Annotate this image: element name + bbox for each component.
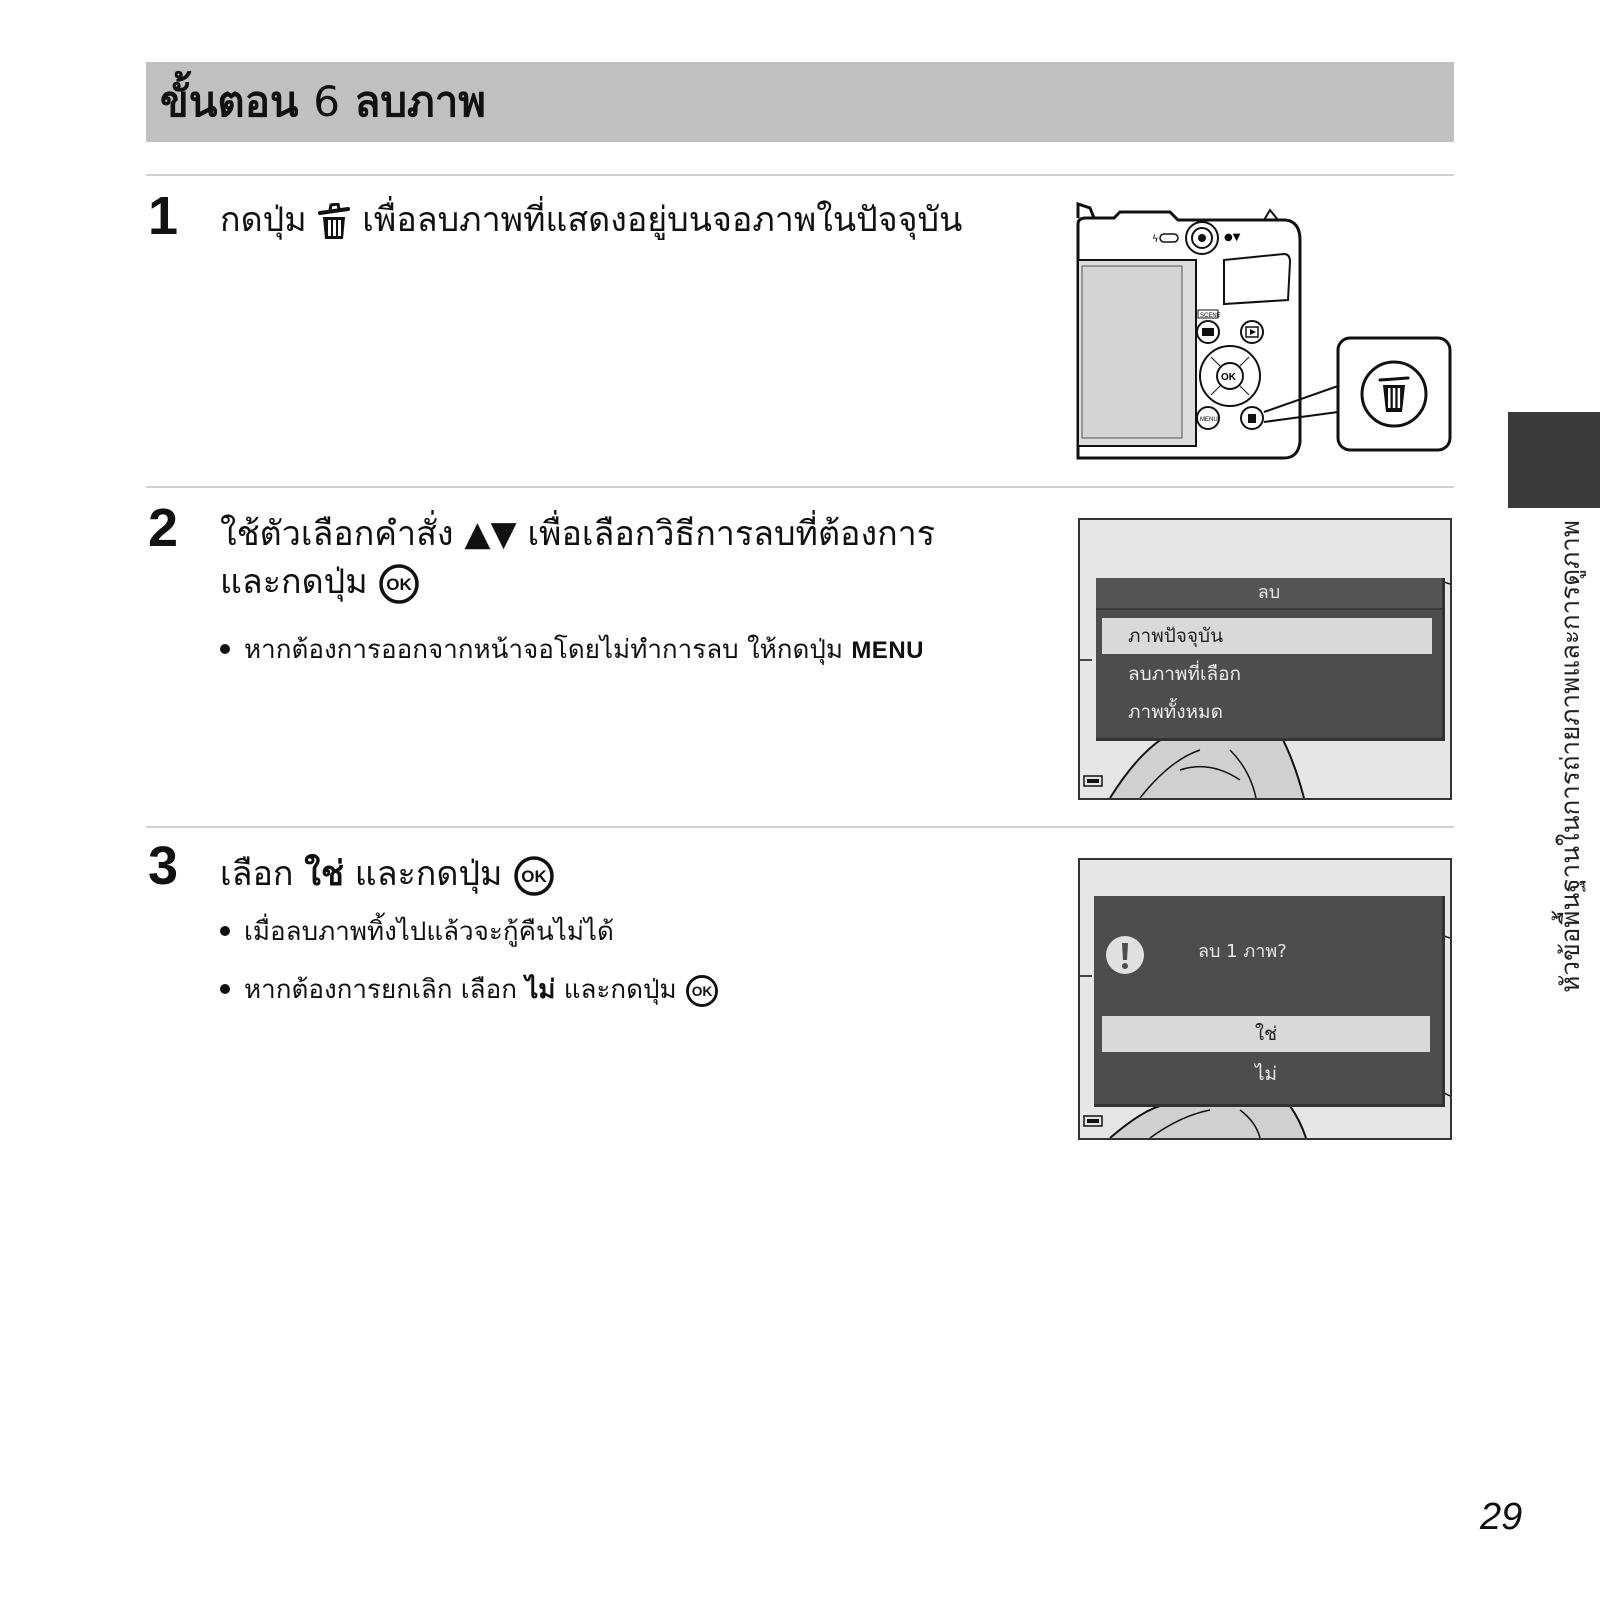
- step-3-bullet-2: [220, 970, 1000, 1010]
- page-title: [160, 78, 486, 126]
- menu-item-current-image[interactable]: ภาพปัจจุบัน: [1102, 618, 1432, 654]
- step-2-bullet-text: หากต้องการออกจากหน้าจอโดยไม่ทำการลบ ให้กดปุ่ม: [244, 635, 844, 665]
- divider: [146, 826, 1454, 828]
- step-3-bullet-1-text: เมื่อลบภาพทิ้งไปแล้วจะกู้คืนไม่ได้: [244, 917, 614, 947]
- delete-menu-screen: [1078, 518, 1452, 800]
- divider: [146, 174, 1454, 176]
- option-no[interactable]: ไม่: [1254, 1063, 1278, 1085]
- step-3-text: [220, 850, 1020, 898]
- ok-button-icon: [685, 974, 719, 1008]
- confirm-message: ลบ 1 ภาพ?: [1198, 941, 1287, 962]
- bullet-dot: [220, 984, 230, 994]
- step-3-bullet-2-after: และกดปุ่ม: [563, 975, 677, 1005]
- option-yes[interactable]: ใช่: [1102, 1016, 1430, 1052]
- step-1-text: [220, 196, 1020, 244]
- side-section-label-text: หัวข้อพื้นฐานในการถ่ายภาพและการดูภาพ: [1556, 520, 1586, 993]
- confirm-dialog: [1094, 896, 1445, 1107]
- page-number: 29: [1480, 1496, 1523, 1538]
- svg-text:ϟ: ϟ: [1152, 234, 1159, 245]
- section-title-bar: [146, 62, 1454, 142]
- delete-menu: [1096, 578, 1445, 741]
- bullet-dot: [220, 926, 230, 936]
- svg-text:OK: OK: [521, 866, 548, 886]
- menu-label: MENU: [1200, 417, 1218, 423]
- svg-text:●▼: ●▼: [1224, 232, 1241, 243]
- step-1-number: 1: [148, 186, 179, 246]
- step-2-line2: และกดปุ่ม: [220, 562, 368, 602]
- svg-text:OK: OK: [691, 983, 713, 999]
- step-3-bullet-1: [220, 912, 1000, 952]
- step-2-bullet: [220, 630, 1000, 671]
- section-tab-marker: [1508, 412, 1600, 508]
- step-3-number: 3: [148, 836, 179, 896]
- scene-label: SCENE: [1200, 313, 1221, 319]
- side-section-label: [1520, 520, 1586, 1000]
- title-word-step: ขั้นตอน: [160, 77, 299, 126]
- menu-item-all-images[interactable]: ภาพทั้งหมด: [1128, 701, 1223, 723]
- step-3-bullet-2-before: หากต้องการยกเลิก เลือก: [244, 975, 517, 1005]
- step-2-text-before: ใช้ตัวเลือกคำสั่ง: [220, 514, 454, 554]
- step-2-text: [220, 510, 1020, 606]
- title-step-number: 6: [313, 77, 340, 126]
- confirm-delete-screen: [1078, 858, 1452, 1140]
- menu-item-erase-selected[interactable]: ลบภาพที่เลือก: [1128, 663, 1241, 685]
- step-3-text-before: เลือก: [220, 854, 294, 894]
- ok-label: OK: [1221, 372, 1236, 383]
- ok-button-icon: [513, 855, 555, 897]
- title-word-delete: ลบภาพ: [354, 77, 486, 126]
- step-2-text-after: เพื่อเลือกวิธีการลบที่ต้องการ: [527, 514, 936, 554]
- step-1-text-after: เพื่อลบภาพที่แสดงอยู่บนจอภาพในปัจจุบัน: [362, 200, 963, 240]
- ok-button-icon: [378, 563, 420, 605]
- step-2-number: 2: [148, 498, 179, 558]
- menu-button-label: MENU: [851, 637, 924, 664]
- trash-icon: [317, 203, 351, 241]
- divider: [146, 486, 1454, 488]
- step-1-text-before: กดปุ่ม: [220, 200, 307, 240]
- step-3-yes-word: ใช่: [304, 854, 344, 894]
- step-3-text-after: และกดปุ่ม: [354, 854, 503, 894]
- camera-back-illustration: [1074, 200, 1454, 464]
- up-down-arrows-icon: ▲▼: [464, 514, 517, 554]
- delete-menu-title: ลบ: [1096, 578, 1442, 610]
- warning-icon: [1104, 934, 1146, 976]
- bullet-dot: [220, 644, 230, 654]
- svg-text:OK: OK: [386, 574, 413, 594]
- step-3-no-word: ไม่: [525, 975, 556, 1005]
